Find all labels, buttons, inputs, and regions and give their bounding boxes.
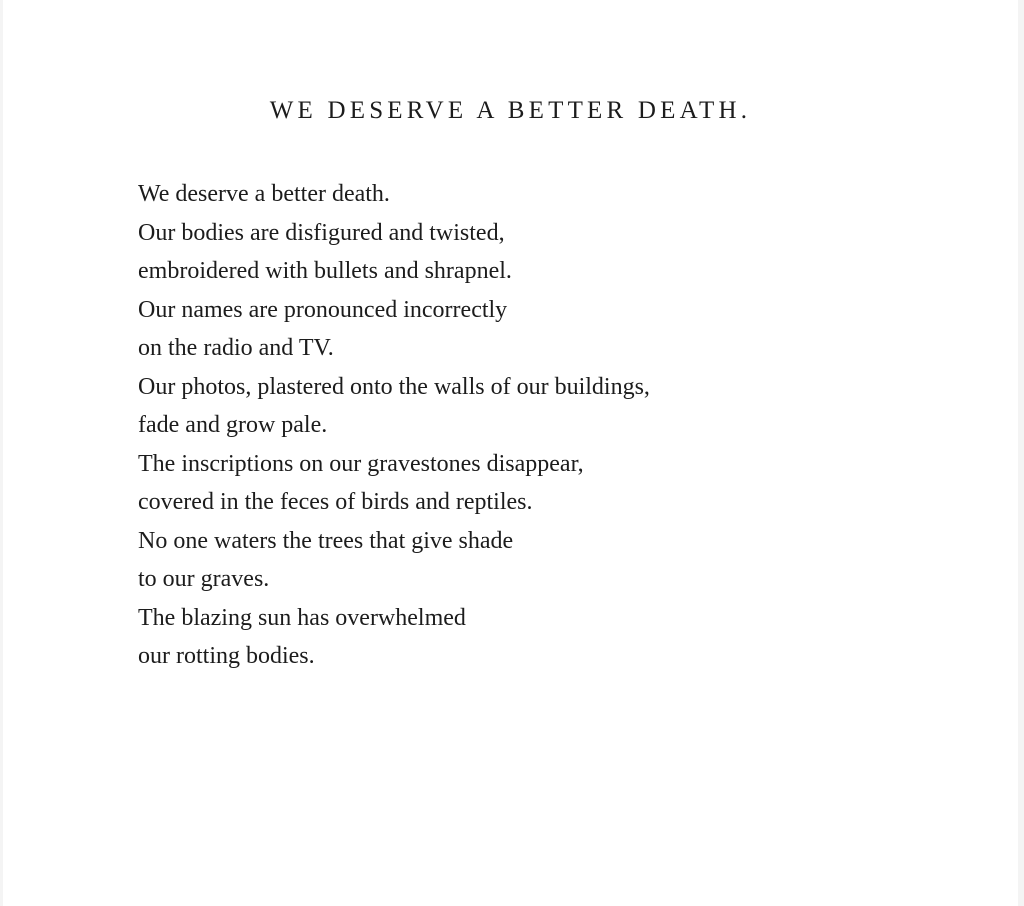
poem-title: WE DESERVE A BETTER DEATH.: [269, 97, 752, 124]
poem-line: Our names are pronounced incorrectly: [138, 296, 508, 323]
poem-line: The blazing sun has overwhelmed: [138, 604, 466, 631]
poem-line: No one waters the trees that give shade: [138, 527, 514, 554]
poem-line: Our bodies are disfigured and twisted,: [138, 219, 505, 246]
poem-body: [138, 175, 650, 676]
poem-line: Our photos, plastered onto the walls of our buildings,: [138, 373, 650, 400]
poem-line: We deserve a better death.: [138, 181, 390, 207]
poem-line: fade and grow pale.: [138, 412, 328, 438]
poem-line: on the radio and TV.: [138, 335, 334, 361]
poem-line: embroidered with bullets and shrapnel.: [138, 258, 512, 284]
poem-line: our rotting bodies.: [138, 643, 315, 669]
book-page: [3, 0, 1018, 906]
poem-line: covered in the feces of birds and reptiles.: [138, 489, 533, 515]
poem-line: The inscriptions on our gravestones disappear,: [138, 450, 584, 477]
poem-line: to our graves.: [138, 566, 270, 592]
